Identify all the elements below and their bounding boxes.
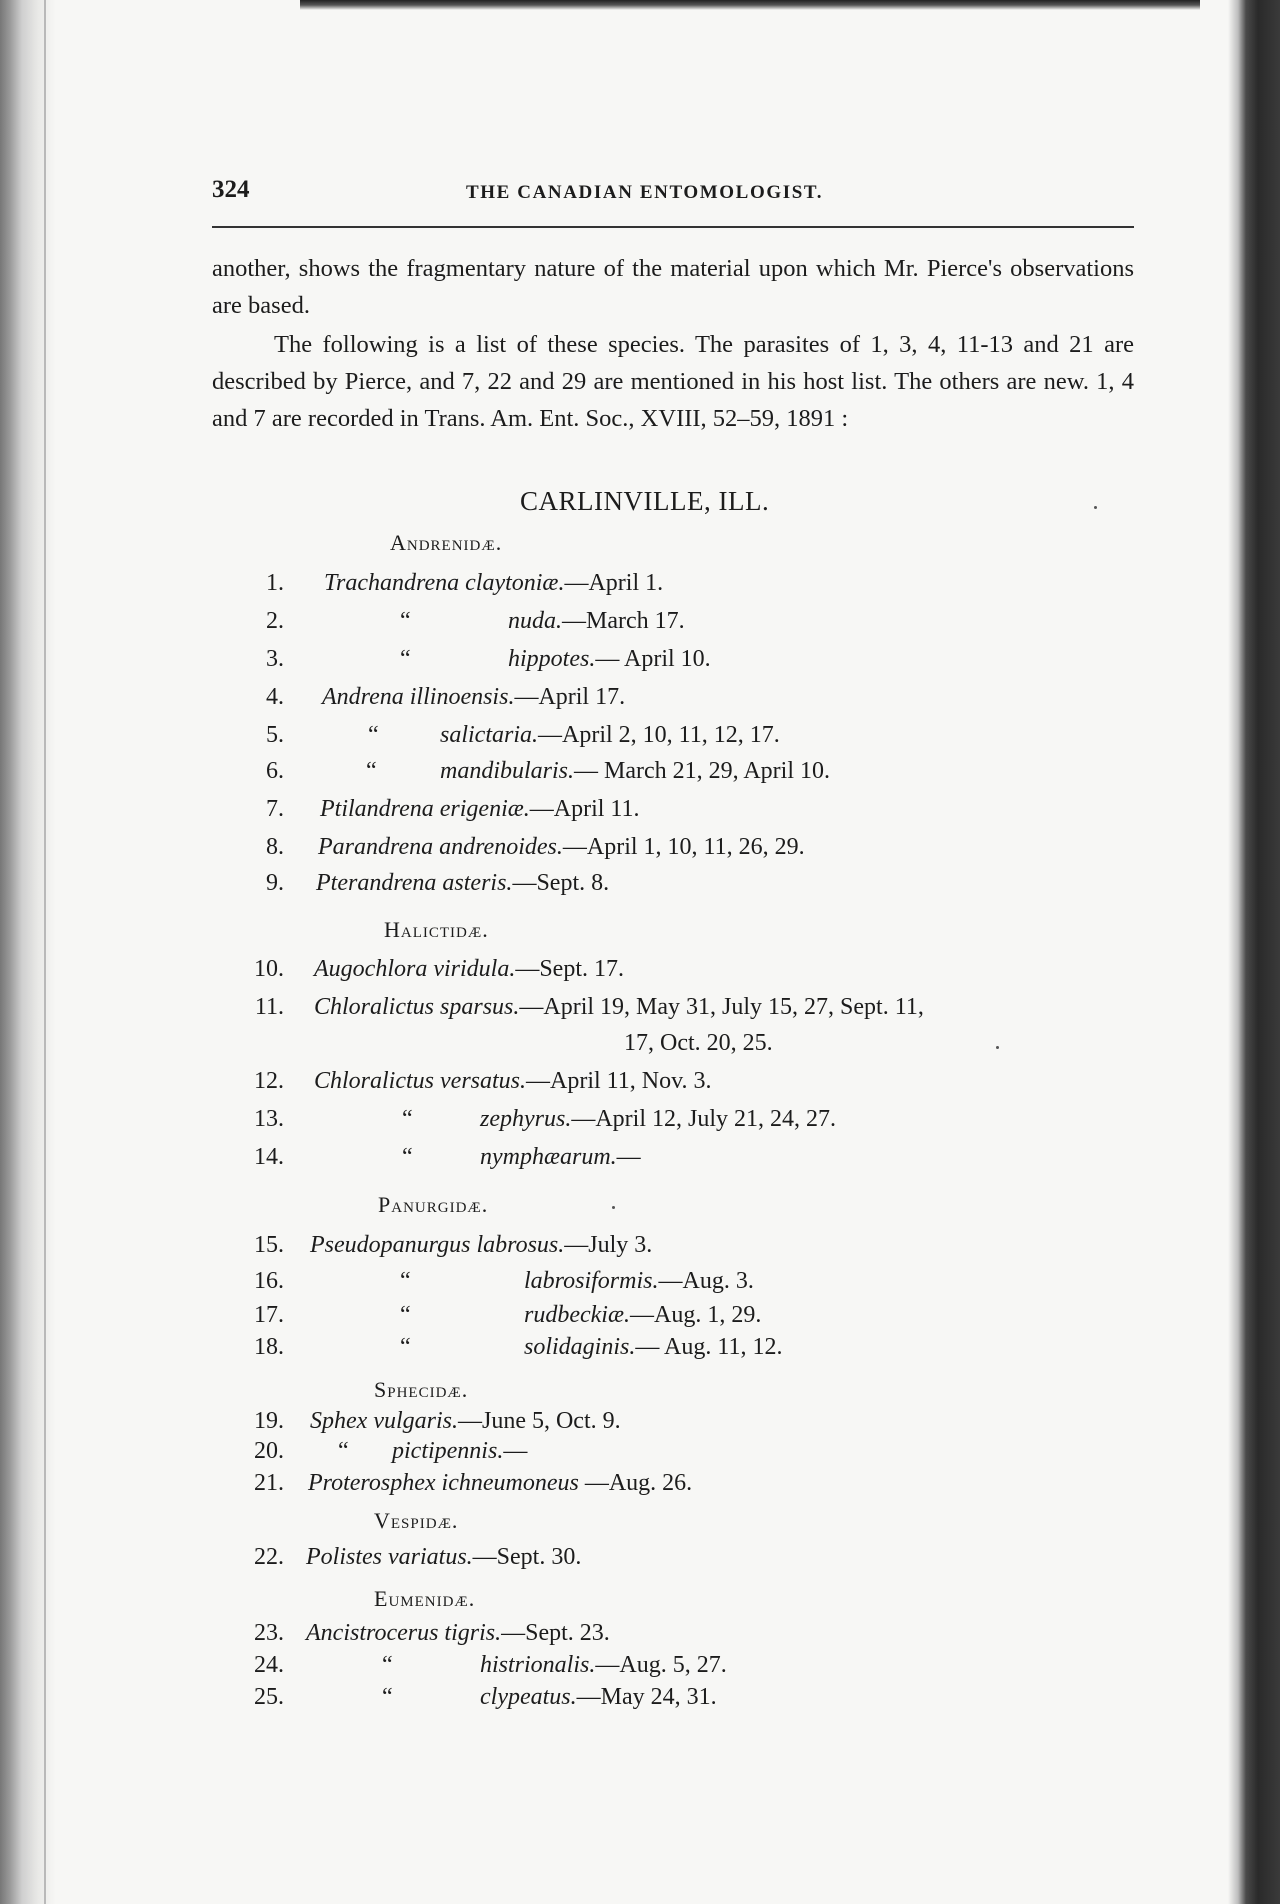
entry-number: 13.	[254, 1106, 284, 1132]
entry-number: 11.	[254, 994, 284, 1020]
ditto-mark: “	[382, 1652, 393, 1678]
entry-number: 18.	[254, 1334, 284, 1360]
entry-number: 24.	[254, 1652, 284, 1678]
collection-dates: —Sept. 30.	[472, 1544, 582, 1570]
species-name: erigeniæ.	[439, 796, 530, 822]
species-name: labrosiformis.	[524, 1268, 659, 1294]
genus-name: Augochlora	[314, 956, 428, 982]
collection-dates: —April 2, 10, 11, 12, 17.	[538, 722, 780, 748]
top-scan-edge	[300, 0, 1200, 10]
family-heading-eumenidae: Eumenidæ.	[374, 1586, 476, 1611]
genus-name: Proterosphex	[308, 1470, 436, 1496]
paragraph-1: another, shows the fragmentary nature of the material upon which Mr. Pierce's observations are based.	[212, 255, 1134, 319]
collection-dates: —April 11, Nov. 3.	[526, 1068, 712, 1094]
species-name: sparsus.	[440, 994, 520, 1020]
entry-number: 17.	[254, 1302, 284, 1328]
entry-number: 23.	[254, 1620, 284, 1646]
paragraph-2: The following is a list of these species. The parasites of 1, 3, 4, 11-13 and 21 are described by Pierce, and 7, 22 and 29 are mentioned in his host list. The others are new. 1, 4 and 7 are recorded in Trans. Am. Ent. Soc., XVIII, 52–59, 1891 :	[212, 331, 1134, 432]
genus-name: Sphex	[310, 1408, 368, 1434]
ditto-mark: “	[400, 1268, 411, 1294]
page-number: 324	[212, 176, 250, 203]
collection-dates: —	[503, 1438, 528, 1464]
ditto-mark: “	[400, 1302, 411, 1328]
ditto-mark: “	[382, 1684, 393, 1710]
species-name: salictaria.	[440, 722, 539, 748]
entry-number: 7.	[266, 796, 284, 822]
species-name: hippotes.	[508, 646, 596, 672]
collection-dates: —April 19, May 31, July 15, 27, Sept. 11,	[519, 994, 924, 1020]
running-title: THE CANADIAN ENTOMOLOGIST.	[466, 182, 824, 203]
scan-speck	[996, 1046, 999, 1049]
entry-number: 10.	[254, 956, 284, 982]
family-heading-sphecidae: Sphecidæ.	[374, 1377, 469, 1402]
species-name: nymphæarum.	[480, 1144, 617, 1170]
genus-name: Chloralictus	[314, 994, 435, 1020]
entry-number: 5.	[266, 722, 284, 748]
ditto-mark: “	[368, 722, 379, 748]
species-name: ichneumoneus	[441, 1470, 579, 1496]
entry-number: 22.	[254, 1544, 284, 1570]
species-name: nuda.	[508, 608, 562, 634]
collection-dates: —	[616, 1144, 641, 1170]
family-heading-panurgidae: Panurgidæ.	[378, 1192, 489, 1217]
genus-name: Ptilandrena	[320, 796, 434, 822]
locality-heading: CARLINVILLE, ILL.	[520, 486, 770, 516]
species-name: clypeatus.	[480, 1684, 577, 1710]
genus-name: Pseudopanurgus	[310, 1232, 471, 1258]
species-name: zephyrus.	[480, 1106, 572, 1132]
genus-name: Ancistrocerus	[306, 1620, 439, 1646]
entry-number: 15.	[254, 1232, 284, 1258]
genus-name: Trachandrena	[324, 570, 460, 596]
entry-number: 14.	[254, 1144, 284, 1170]
collection-dates: —April 12, July 21, 24, 27.	[571, 1106, 836, 1132]
genus-name: Andrena	[322, 684, 404, 710]
species-name: andrenoides.	[439, 834, 563, 860]
collection-dates: —May 24, 31.	[576, 1684, 717, 1710]
entry-number: 8.	[266, 834, 284, 860]
collection-dates: —Aug. 3.	[658, 1268, 754, 1294]
species-name: vulgaris.	[373, 1408, 458, 1434]
species-name: solidaginis.	[524, 1334, 636, 1360]
species-name: histrionalis.	[480, 1652, 596, 1678]
species-name: labrosus.	[476, 1232, 565, 1258]
collection-dates: —April 11.	[529, 796, 640, 822]
ditto-mark: “	[400, 646, 411, 672]
page-header	[212, 172, 1132, 212]
header-rule	[212, 226, 1134, 228]
collection-dates: —June 5, Oct. 9.	[457, 1408, 621, 1434]
species-name: tigris.	[444, 1620, 502, 1646]
entry-number: 4.	[266, 684, 284, 710]
species-name: variatus.	[388, 1544, 473, 1570]
left-binding-edge	[0, 0, 56, 1904]
collection-dates: — April 10.	[595, 646, 711, 672]
collection-dates: —Sept. 17.	[515, 956, 624, 982]
ditto-mark: “	[402, 1106, 413, 1132]
genus-name: Parandrena	[318, 834, 434, 860]
species-name: versatus.	[440, 1068, 527, 1094]
entry-continuation: 17, Oct. 20, 25.	[624, 1030, 773, 1056]
collection-dates: — Aug. 11, 12.	[635, 1334, 783, 1360]
entry-number: 21.	[254, 1470, 284, 1496]
species-name: pictipennis.	[392, 1438, 504, 1464]
species-name: viridula.	[433, 956, 516, 982]
collection-dates: —Sept. 8.	[512, 870, 610, 896]
ditto-mark: “	[402, 1144, 413, 1170]
family-heading-vespidae: Vespidæ.	[374, 1508, 459, 1533]
genus-name: Pterandrena	[316, 870, 437, 896]
entry-number: 20.	[254, 1438, 284, 1464]
entry-number: 6.	[266, 758, 284, 784]
collection-dates: —Aug. 1, 29.	[629, 1302, 762, 1328]
family-heading-andrenidae: Andrenidæ.	[390, 530, 503, 555]
entry-number: 1.	[266, 570, 284, 596]
collection-dates: —April 17.	[514, 684, 626, 710]
entry-number: 2.	[266, 608, 284, 634]
scan-speck	[1094, 506, 1097, 509]
entry-number: 9.	[266, 870, 284, 896]
scan-speck	[612, 1206, 615, 1209]
collection-dates: —April 1, 10, 11, 26, 29.	[562, 834, 805, 860]
species-name: claytoniæ.	[465, 570, 565, 596]
entry-number: 12.	[254, 1068, 284, 1094]
collection-dates: —July 3.	[564, 1232, 653, 1258]
collection-dates: —Aug. 5, 27.	[595, 1652, 727, 1678]
species-name: mandibularis.	[440, 758, 575, 784]
right-binding-edge	[1228, 0, 1280, 1904]
collection-dates: —Aug. 26.	[584, 1470, 693, 1496]
species-name: asteris.	[442, 870, 513, 896]
collection-dates: —April 1.	[564, 570, 664, 596]
entry-number: 3.	[266, 646, 284, 672]
family-heading-halictidae: Halictidæ.	[384, 917, 489, 942]
collection-dates: —Sept. 23.	[501, 1620, 610, 1646]
ditto-mark: “	[338, 1438, 349, 1464]
genus-name: Chloralictus	[314, 1068, 435, 1094]
ditto-mark: “	[400, 608, 411, 634]
species-name: illinoensis.	[409, 684, 515, 710]
collection-dates: — March 21, 29, April 10.	[574, 758, 830, 784]
entry-number: 16.	[254, 1268, 284, 1294]
ditto-mark: “	[400, 1334, 411, 1360]
species-name: rudbeckiæ.	[524, 1302, 630, 1328]
genus-name: Polistes	[306, 1544, 382, 1570]
entry-number: 25.	[254, 1684, 284, 1710]
entry-number: 19.	[254, 1408, 284, 1434]
ditto-mark: “	[366, 758, 377, 784]
collection-dates: —March 17.	[562, 608, 685, 634]
